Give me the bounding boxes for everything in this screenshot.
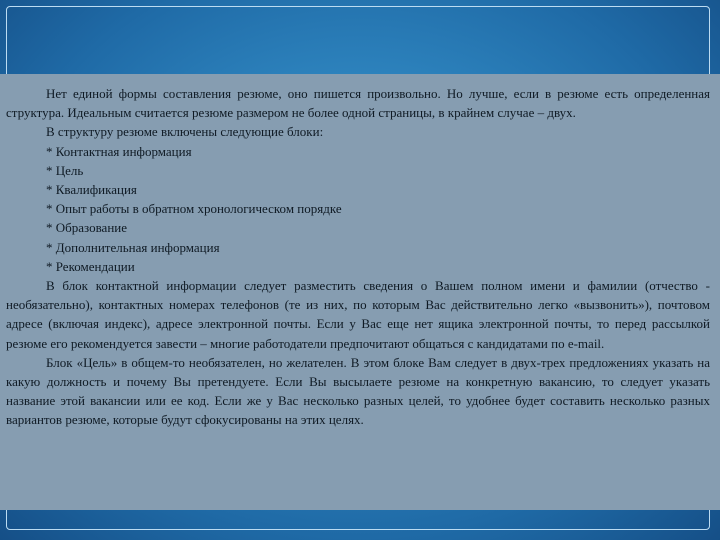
block-item-contact: * Контактная информация [46, 143, 192, 159]
block-item-experience: * Опыт работы в обратном хронологическом порядке [46, 201, 342, 217]
block-item-qualification: * Квалификация [46, 182, 137, 198]
block-item-additional: * Дополнительная информация [46, 239, 220, 255]
block-item-recommendations: * Рекомендации [46, 258, 135, 274]
block-item-goal: * Цель [46, 162, 84, 178]
slide-content [6, 84, 710, 430]
block-item-education: * Образование [46, 220, 128, 236]
structure-intro: В структуру резюме включены следующие блоки: [46, 124, 324, 140]
goal-paragraph: Блок «Цель» в общем-то необязателен, но желателен. В этом блоке Вам следует в двух-трех предложениях указать на какую должность и почему Вы претендуете. Если Вы высылаете резюме на конкретную вакансию, то следует указать название этой вакансии или ее код. Если же у Вас несколько разных целей, то удобнее будет составить несколько разных вариантов резюме, которые будут сфокусированы на этих целях. [6, 354, 710, 428]
contact-paragraph: В блок контактной информации следует разместить сведения о Вашем полном имени и фамилии (отчество - необязательно), контактных номерах телефонов (те из них, по которым Вас действительно легко «вызвонить»), почтовом адресе (включая индекс), адресе электронной почты. Если у Вас еще нет ящика электронной почты, то перед рассылкой резюме его рекомендуется завести – многие работодатели предпочитают общаться с кандидатами по e-mail. [6, 278, 710, 351]
intro-paragraph: Нет единой формы составления резюме, оно пишется произвольно. Но лучше, если в резюме есть определенная структура. Идеальным считается резюме размером не более одной страницы, в крайнем случае – двух. [6, 86, 710, 121]
